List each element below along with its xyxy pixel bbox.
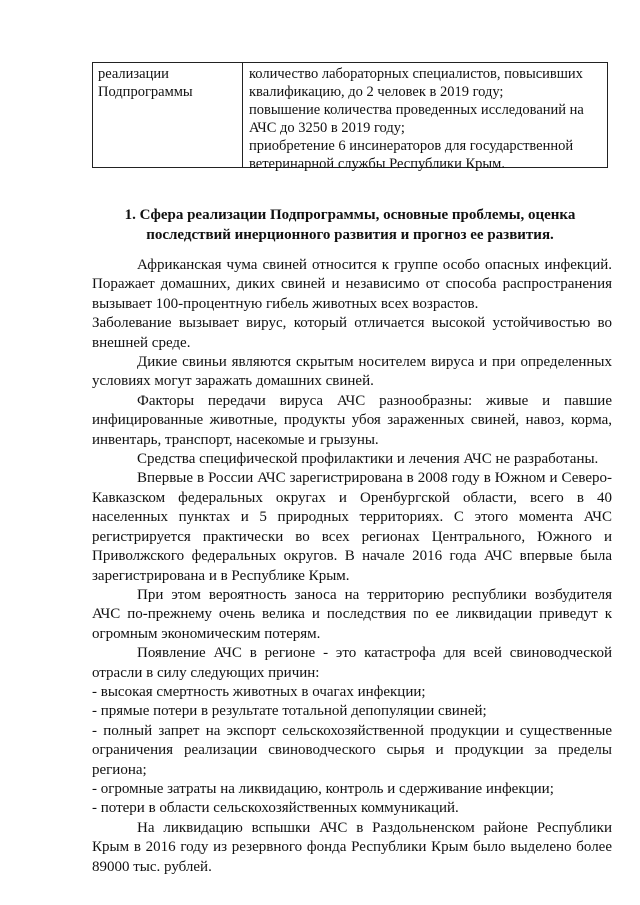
table-column-divider [242, 63, 243, 167]
section-heading-line: 1. Сфера реализации Подпрограммы, основные проблемы, оценка [124, 207, 576, 223]
list-item: - потери в области сельскохозяйственных коммуникаций. [92, 800, 459, 817]
table-left-cell [98, 65, 238, 101]
list-item: - прямые потери в результате тотальной депопуляции свиней; [92, 703, 487, 720]
table-left-line: Подпрограммы [98, 84, 193, 100]
list-item: - высокая смертность животных в очагах инфекции; [92, 683, 426, 700]
section-heading-line: последствий инерционного развития и прогноз ее развития. [146, 227, 554, 243]
paragraph-wild-pigs: Дикие свиньи являются скрытым носителем вируса и при определенных условиях могут заражать домашних свиней. [92, 354, 612, 390]
paragraph-prevention: Средства специфической профилактики и лечения АЧС не разработаны. [137, 451, 599, 468]
list-item: - полный запрет на экспорт сельскохозяйственной продукции и существенные ограничения реализации свиноводческого сырья и продукции за пределы региона; [92, 722, 612, 778]
table-left-line: реализации [98, 66, 169, 82]
table-right-line: ветеринарной службы Республики Крым. [249, 156, 505, 172]
table-right-line: количество лабораторных специалистов, повысивших [249, 66, 583, 82]
table-right-line: квалификацию, до 2 человек в 2019 году; [249, 84, 504, 100]
paragraph-history: Впервые в России АЧС зарегистрирована в 2008 году в Южном и Северо-Кавказском федеральных округах и Оренбургской области, всего в 40 населенных пунктах и 5 природных территориях. С этого момента АЧС регистрируется практически во всех регионах Центрального, Южного и Приволжского федеральных округов. В начале 2016 года АЧС впервые была зарегистрирована и в Республике Крым. [92, 470, 612, 584]
table-right-cell [249, 65, 605, 173]
document-body [92, 256, 612, 877]
table-right-line: АЧС до 3250 в 2019 году; [249, 120, 405, 136]
paragraph-catastrophe: Появление АЧС в регионе - это катастрофа для всей свиноводческой отрасли в силу следующих причин: [92, 645, 612, 681]
paragraph-funding: На ликвидацию вспышки АЧС в Раздольненском районе Республики Крым в 2016 году из резервного фонда Республики Крым было выделено более 89000 тыс. рублей. [92, 819, 612, 875]
paragraph-transmission: Факторы передачи вируса АЧС разнообразны: живые и павшие инфицированные животные, продукты убоя зараженных свиней, навоз, корма, инвентарь, транспорт, насекомые и грызуны. [92, 392, 612, 448]
list-item: - огромные затраты на ликвидацию, контроль и сдерживание инфекции; [92, 780, 554, 797]
section-heading [92, 205, 608, 245]
table-right-line: повышение количества проведенных исследований на [249, 102, 584, 118]
subprogram-table [92, 62, 608, 172]
table-right-line: приобретение 6 инсинераторов для государственной [249, 138, 574, 154]
paragraph-risk: При этом вероятность заноса на территорию республики возбудителя АЧС по-прежнему очень велика и последствия по ее ликвидации приведут к огромным экономическим потерям. [92, 586, 612, 642]
paragraph-virus: Заболевание вызывает вирус, который отличается высокой устойчивостью во внешней среде. [92, 315, 612, 351]
paragraph-intro: Африканская чума свиней относится к группе особо опасных инфекций. Поражает домашних, диких свиней и независимо от способа распространения вызывает 100-процентную гибель животных всех возрастов. [92, 257, 612, 312]
